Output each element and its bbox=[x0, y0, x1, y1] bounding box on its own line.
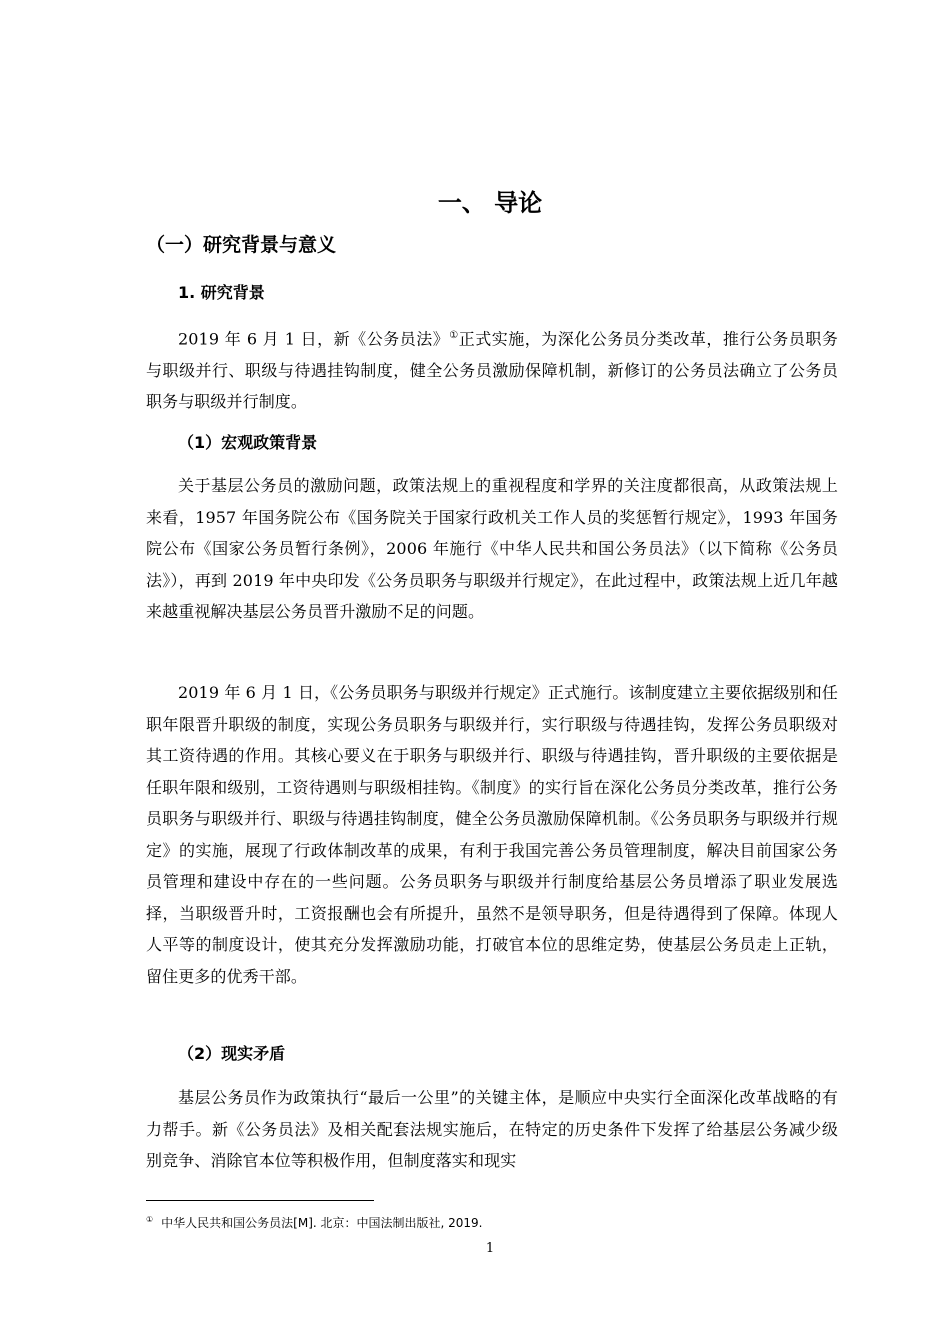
paragraph-3: 2019 年 6 月 1 日，《公务员职务与职级并行规定》正式施行。该制度建立主要依据级别和任职年限晋升职级的制度，实现公务员职务与职级并行，实行职级与待遇挂钩，发挥公务员职级对其工资待遇的作用。其核心要义在于职务与职级并行、职级与待遇挂钩，晋升职级的主要依据是任职年限和级别，工资待遇则与职级相挂钩。《制度》的实行旨在深化公务员分类改革，推行公务员职务与职级并行、职级与待遇挂钩制度，健全公务员激励保障机制。《公务员职务与职级并行规定》的实施，展现了行政体制改革的成果，有利于我国完善公务员管理制度，解决目前国家公务员管理和建设中存在的一些问题。公务员职务与职级并行制度给基层公务员增添了职业发展选择，当职级晋升时，工资报酬也会有所提升，虽然不是领导职务，但是待遇得到了保障。体现人人平等的制度设计，使其充分发挥激励功能，打破官本位的思维定势，使基层公务员走上正轨，留住更多的优秀干部。 bbox=[146, 683, 838, 986]
paragraph-1-text-b: 正式实施，为深化公务员分类改革，推行公务员职务与职级并行、职级与待遇挂钩制度，健全公务员激励保障机制，新修订的公务员法确立了公务员职务与职级并行制度。 bbox=[146, 329, 838, 412]
paragraph-2: 关于基层公务员的激励问题，政策法规上的重视程度和学界的关注度都很高，从政策法规上来看，1957 年国务院公布《国务院关于国家行政机关工作人员的奖惩暂行规定》，1993 年国务院公布《国家公务员暂行条例》，2006 年施行《中华人民共和国公务员法》（以下简称《公务员法》），再到 2019 年中央印发《公务员职务与职级并行规定》，在此过程中，政策法规上近几年越来越重视解决基层公务员晋升激励不足的问题。 bbox=[146, 476, 838, 621]
paragraph-1 bbox=[146, 320, 838, 418]
footnote-reference-mark: ① bbox=[449, 330, 459, 341]
chapter-title: 一、 导论 bbox=[437, 189, 543, 217]
subsection-heading-research-background: 1. 研究背景 bbox=[178, 283, 265, 302]
paragraph-4: 基层公务员作为政策执行“最后一公里”的关键主体，是顺应中央实行全面深化改革战略的有力帮手。新《公务员法》及相关配套法规实施后，在特定的历史条件下发挥了给基层公务减少级别竞争、消除官本位等积极作用，但制度落实和现实 bbox=[146, 1088, 838, 1170]
subsection-heading-macro-policy: （1）宏观政策背景 bbox=[178, 433, 318, 452]
footnote-text: 中华人民共和国公务员法[M]. 北京：中国法制出版社, 2019. bbox=[161, 1216, 483, 1230]
footnote bbox=[146, 1211, 483, 1232]
footnote-divider bbox=[146, 1200, 374, 1201]
subsection-heading-real-contradiction: （2）现实矛盾 bbox=[178, 1044, 286, 1063]
footnote-mark: ① bbox=[146, 1215, 154, 1224]
paragraph-1-text-a: 2019 年 6 月 1 日，新《公务员法》 bbox=[178, 329, 450, 349]
page-number: 1 bbox=[485, 1241, 495, 1256]
section-heading: （一）研究背景与意义 bbox=[146, 234, 337, 256]
